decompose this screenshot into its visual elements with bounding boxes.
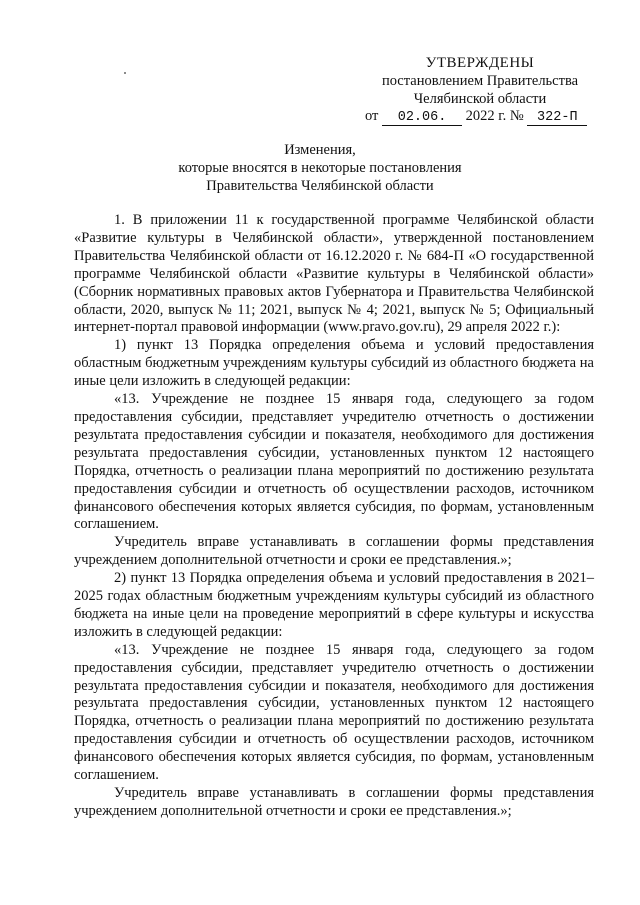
- paragraph-7: Учредитель вправе устанавливать в соглашении формы представления учреждением дополнительной отчетности и сроки ее представления.»;: [74, 785, 594, 819]
- document-body: [74, 212, 594, 821]
- approval-heading: УТВЕРЖДЕНЫ: [425, 55, 535, 71]
- paragraph-6: «13. Учреждение не позднее 15 января года, следующего за годом предоставления субсидии, представляет учредителю отчетность о достижении результата предоставления субсидии и показателя, необходимого для достижения результата предоставления субсидии, установленных пунктом 12 настоящего Порядка, отчетность о реализации плана мероприятий по достижению результата предоставления субсидии и отчетность об осуществлении расходов, источником финансового обеспечения которых является субсидия, по формам, установленным соглашением.: [74, 641, 594, 784]
- approval-line-2: Челябинской области: [413, 91, 547, 107]
- paragraph-4: Учредитель вправе устанавливать в соглашении формы представления учреждением дополнительной отчетности и сроки ее представления.»;: [74, 534, 594, 569]
- paragraph-5: 2) пункт 13 Порядка определения объема и условий предоставления в 2021–2025 годах областным бюджетным учреждениям культуры субсидий из областного бюджета на иные цели на проведение мероприятий в сфере культуры и искусства изложить в следующей редакции:: [74, 570, 594, 640]
- paragraph-3: «13. Учреждение не позднее 15 января года, следующего за годом предоставления субсидии, представляет учредителю отчетность о достижении результата предоставления субсидии и показателя, необходимого для достижения результата предоставления субсидии, установленных пунктом 12 настоящего Порядка, отчетность о реализации плана мероприятий по достижению результата предоставления субсидии и отчетность об осуществлении расходов, источником финансового обеспечения которых является субсидия, по формам, установленным соглашением.: [74, 391, 594, 533]
- document-title: [60, 141, 580, 195]
- title-line-1: Изменения,: [284, 142, 356, 158]
- number-field: 322-П: [527, 110, 587, 126]
- date-prefix: от: [365, 108, 379, 124]
- approval-line-1: постановлением Правительства: [381, 73, 579, 89]
- year-number-label: 2022 г. №: [465, 108, 524, 124]
- approval-block: [360, 54, 600, 108]
- approval-date-line: [365, 108, 587, 126]
- paragraph-1: 1. В приложении 11 к государственной программе Челябинской области «Развитие культуры в Челябинской области», утвержденной постановлением Правительства Челябинской области от 16.12.2020 г. № 684-П «О государственной программе Челябинской области «Развитие культуры в Челябинской области» (Сборник нормативных правовых актов Губернатора и Правительства Челябинской области, 2020, выпуск № 11; 2021, выпуск № 4; 2021, выпуск № 5; Официальный интернет-портал правовой информации (www.pravo.gov.ru), 29 апреля 2022 г.):: [74, 212, 594, 336]
- title-line-2: которые вносятся в некоторые постановления: [178, 160, 462, 176]
- date-field: 02.06.: [382, 110, 462, 126]
- scan-speck: [124, 72, 126, 74]
- title-line-3: Правительства Челябинской области: [206, 178, 434, 194]
- paragraph-2: 1) пункт 13 Порядка определения объема и условий предоставления областным бюджетным учреждениям культуры субсидий из областного бюджета на иные цели изложить в следующей редакции:: [74, 337, 594, 390]
